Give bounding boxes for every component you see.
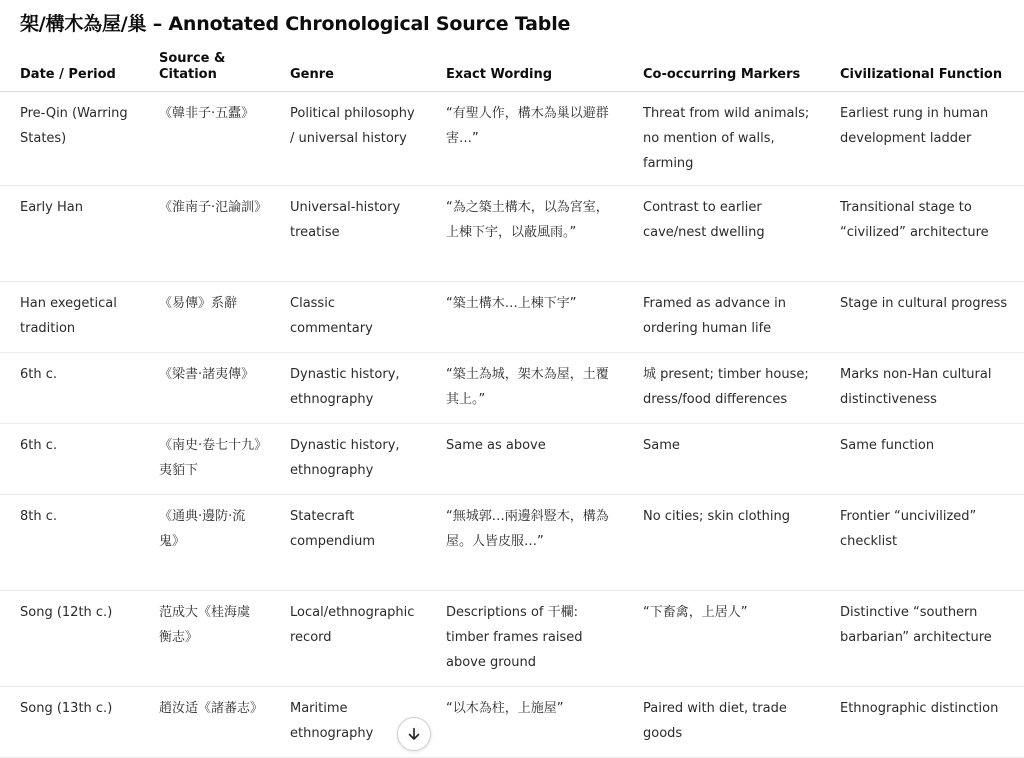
table-header bbox=[0, 47, 1024, 92]
cell-markers: Contrast to earlier cave/nest dwelling bbox=[623, 186, 820, 282]
cell-function: Ethnographic distinction bbox=[820, 687, 1024, 758]
cell-wording: “築土構木…上棟下宇” bbox=[426, 282, 623, 353]
cell-markers: Paired with diet, trade goods bbox=[623, 687, 820, 758]
table-row bbox=[0, 495, 1024, 591]
arrow-down-icon bbox=[406, 726, 422, 742]
cell-function: Frontier “uncivilized” checklist bbox=[820, 495, 1024, 591]
cell-genre: Statecraft compendium bbox=[270, 495, 426, 591]
column-header-source: Source & Citation bbox=[139, 47, 270, 92]
cell-date: Song (12th c.) bbox=[0, 591, 139, 687]
page-title: 架/構木為屋/巢 – Annotated Chronological Source Table bbox=[20, 13, 571, 35]
source-table bbox=[0, 47, 1024, 758]
table-row bbox=[0, 282, 1024, 353]
cell-date: Han exegetical tradition bbox=[0, 282, 139, 353]
cell-genre: Local/ethnographic record bbox=[270, 591, 426, 687]
cell-date: 6th c. bbox=[0, 353, 139, 424]
cell-wording: “為之築土構木，以為宮室，上棟下宇，以蔽風雨。” bbox=[426, 186, 623, 282]
table-container bbox=[0, 47, 1024, 758]
cell-date: Song (13th c.) bbox=[0, 687, 139, 758]
cell-date: Early Han bbox=[0, 186, 139, 282]
cell-genre: Dynastic history, ethnography bbox=[270, 424, 426, 495]
table-body bbox=[0, 92, 1024, 758]
cell-date: 6th c. bbox=[0, 424, 139, 495]
cell-genre: Universal-history treatise bbox=[270, 186, 426, 282]
table-row bbox=[0, 353, 1024, 424]
column-header-function: Civilizational Function bbox=[820, 47, 1024, 92]
cell-date: Pre-Qin (Warring States) bbox=[0, 92, 139, 186]
cell-source: 《淮南子·氾論訓》 bbox=[139, 186, 270, 282]
cell-wording: “築土為城，架木為屋，土覆其上。” bbox=[426, 353, 623, 424]
cell-date: 8th c. bbox=[0, 495, 139, 591]
cell-source: 《南史·卷七十九》夷貊下 bbox=[139, 424, 270, 495]
cell-wording: “以木為柱，上施屋” bbox=[426, 687, 623, 758]
cell-genre: Dynastic history, ethnography bbox=[270, 353, 426, 424]
cell-wording: “有聖人作，構木為巢以避群害…” bbox=[426, 92, 623, 186]
scroll-to-bottom-button[interactable] bbox=[397, 717, 431, 751]
cell-markers: No cities; skin clothing bbox=[623, 495, 820, 591]
table-row bbox=[0, 424, 1024, 495]
cell-function: Marks non-Han cultural distinctiveness bbox=[820, 353, 1024, 424]
cell-markers: 城 present; timber house; dress/food differences bbox=[623, 353, 820, 424]
cell-wording: Same as above bbox=[426, 424, 623, 495]
column-header-date: Date / Period bbox=[0, 47, 139, 92]
cell-function: Distinctive “southern barbarian” architecture bbox=[820, 591, 1024, 687]
cell-genre: Political philosophy / universal history bbox=[270, 92, 426, 186]
cell-function: Transitional stage to “civilized” architecture bbox=[820, 186, 1024, 282]
column-header-markers: Co-occurring Markers bbox=[623, 47, 820, 92]
cell-genre: Classic commentary bbox=[270, 282, 426, 353]
table-row bbox=[0, 591, 1024, 687]
cell-source: 《韓非子·五蠹》 bbox=[139, 92, 270, 186]
cell-function: Earliest rung in human development ladder bbox=[820, 92, 1024, 186]
cell-source: 《通典·邊防·流鬼》 bbox=[139, 495, 270, 591]
header-row bbox=[0, 47, 1024, 92]
cell-function: Stage in cultural progress bbox=[820, 282, 1024, 353]
table-row bbox=[0, 687, 1024, 758]
cell-source: 《易傳》系辭 bbox=[139, 282, 270, 353]
cell-genre: Maritime ethnography bbox=[270, 687, 426, 758]
cell-markers: Framed as advance in ordering human life bbox=[623, 282, 820, 353]
cell-function: Same function bbox=[820, 424, 1024, 495]
column-header-genre: Genre bbox=[270, 47, 426, 92]
cell-wording: Descriptions of 干欄: timber frames raised above ground bbox=[426, 591, 623, 687]
table-row bbox=[0, 186, 1024, 282]
cell-markers: Same bbox=[623, 424, 820, 495]
cell-markers: “下畜禽，上居人” bbox=[623, 591, 820, 687]
cell-source: 范成大《桂海虞衡志》 bbox=[139, 591, 270, 687]
cell-source: 趙汝适《諸蕃志》 bbox=[139, 687, 270, 758]
table-row bbox=[0, 92, 1024, 186]
cell-markers: Threat from wild animals; no mention of walls, farming bbox=[623, 92, 820, 186]
cell-source: 《梁書·諸夷傳》 bbox=[139, 353, 270, 424]
column-header-wording: Exact Wording bbox=[426, 47, 623, 92]
cell-wording: “無城郭…兩邊斜豎木，構為屋。人皆皮服…” bbox=[426, 495, 623, 591]
